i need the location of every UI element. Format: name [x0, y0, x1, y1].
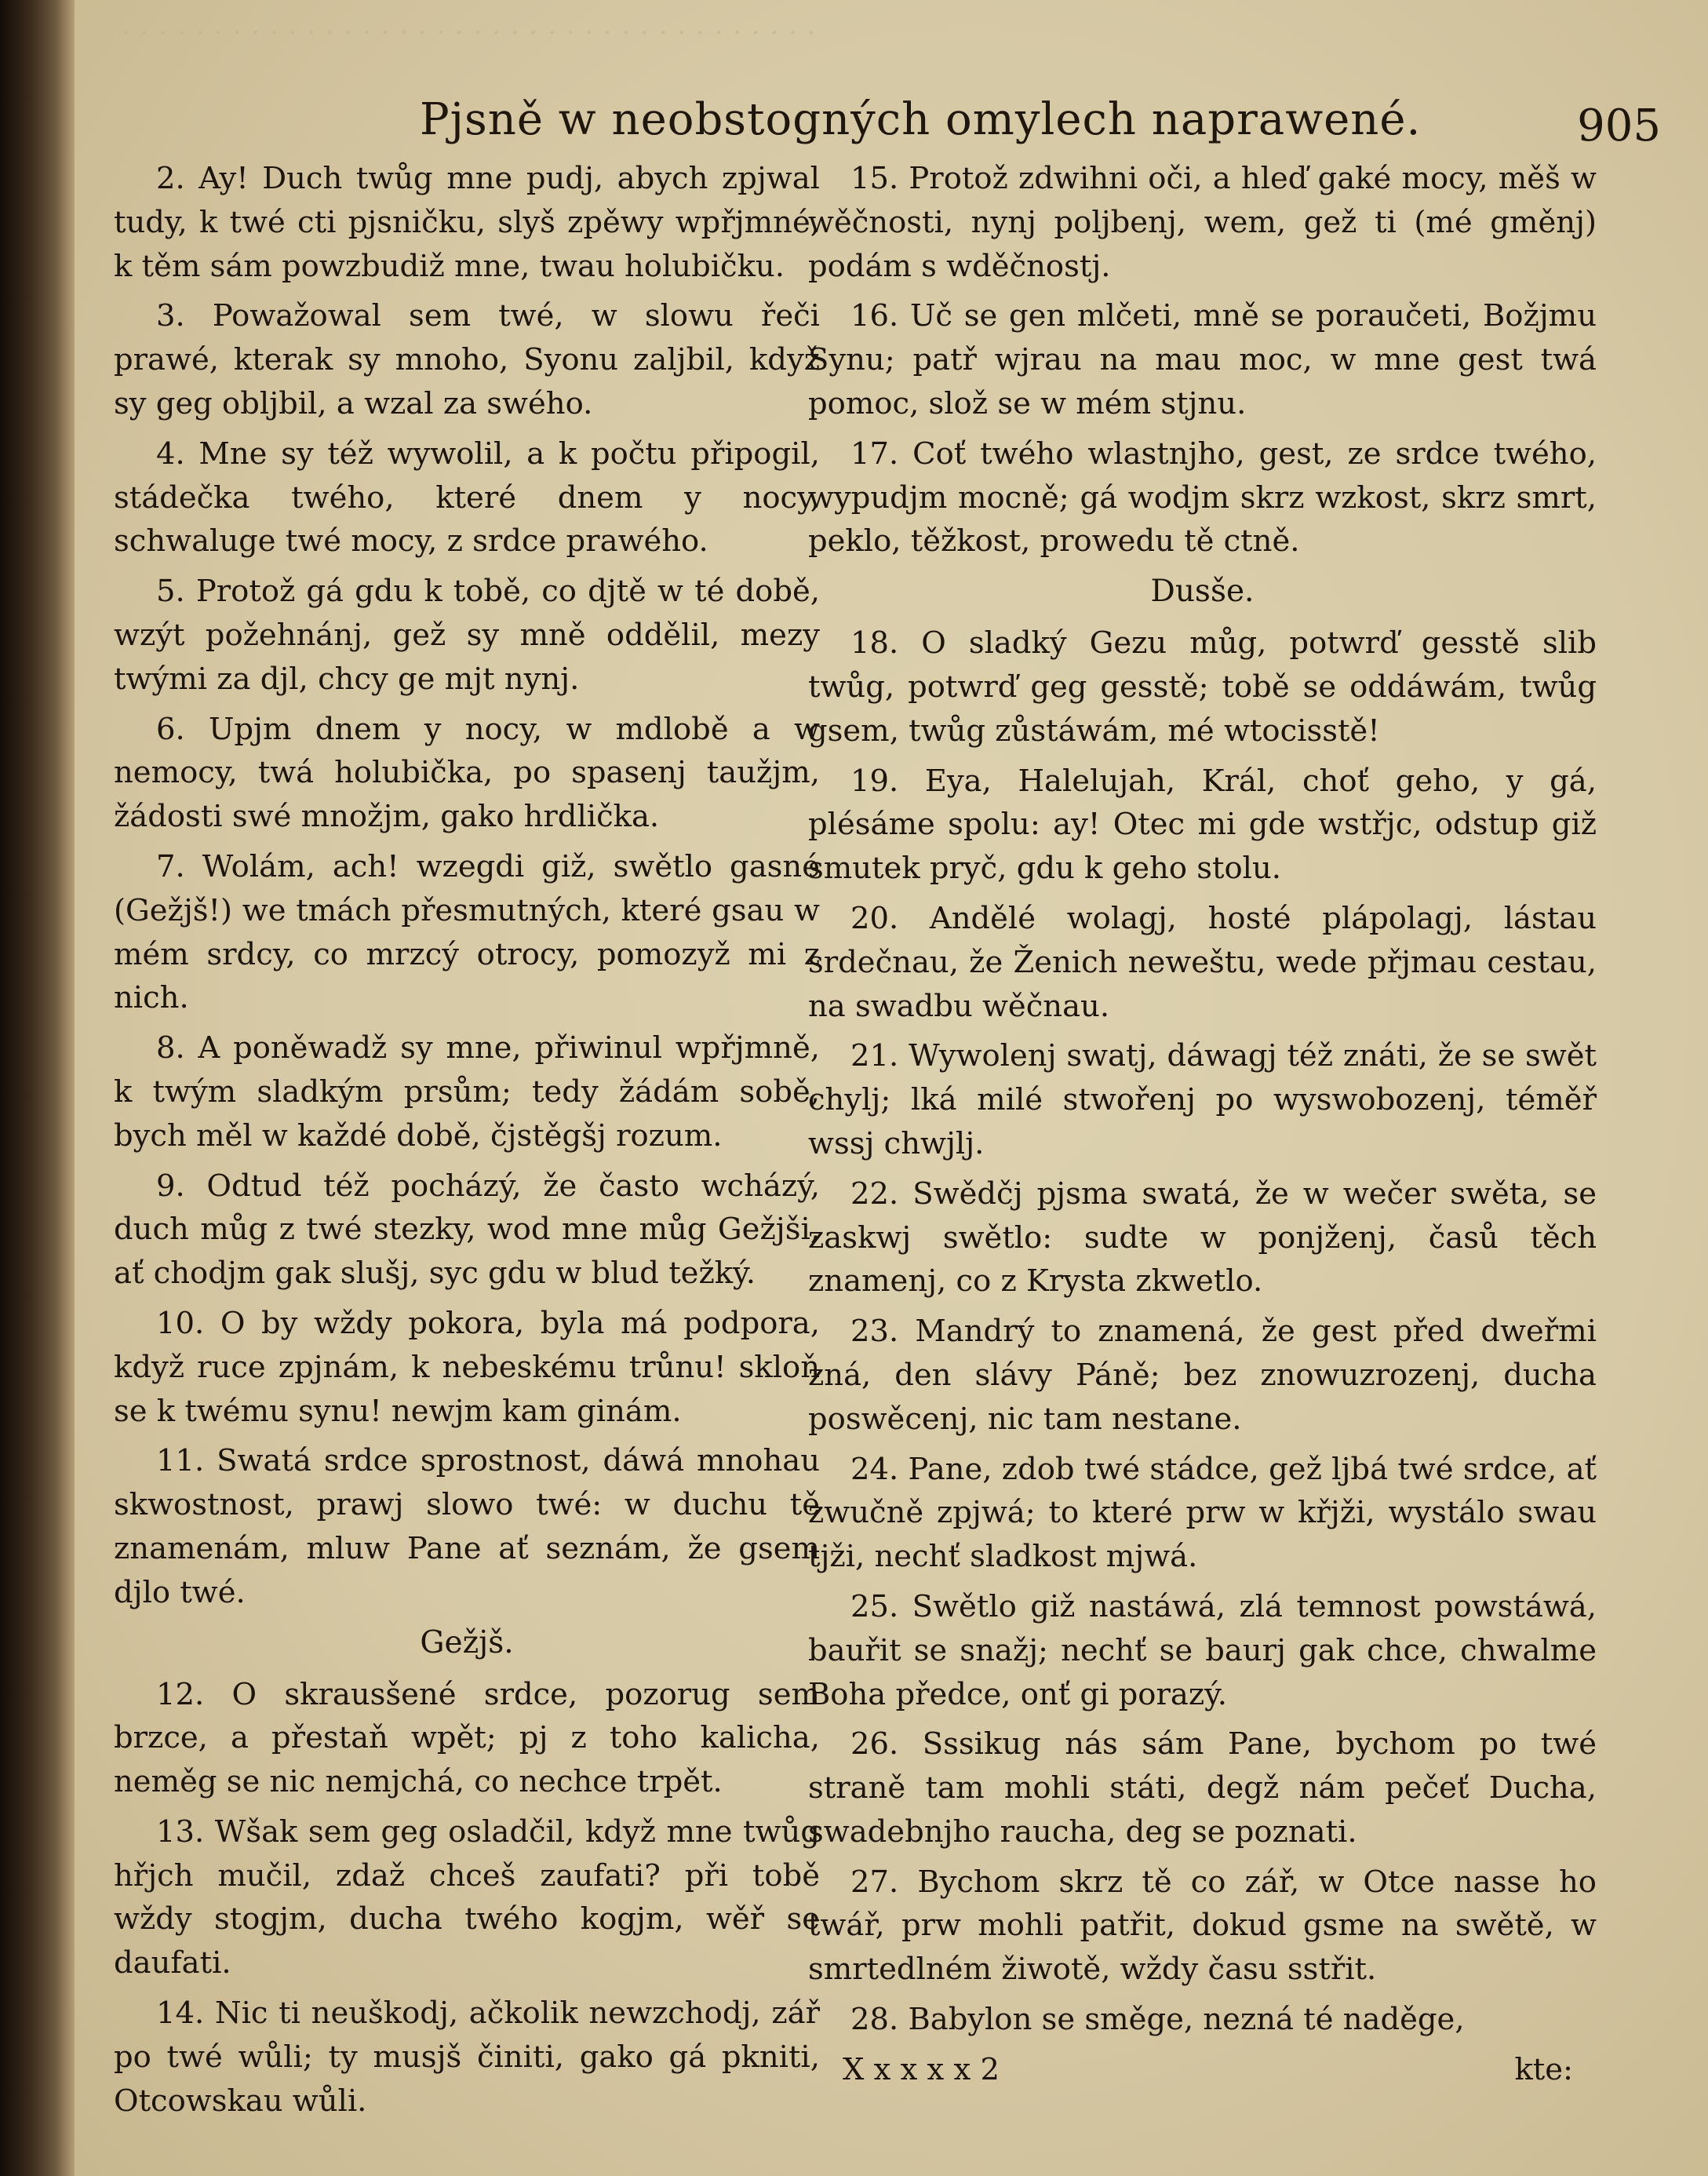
page-number: 905 [1577, 100, 1661, 151]
stanza: 8. A poněwadž sy mne, přiwinul wpřjmně, k twým sladkým prsům; tedy žádám sobě, bych měl w každé době, čjstěgšj rozum. [114, 1030, 820, 1154]
stanza: 17. Coť twého wlastnjho, gest, ze srdce twého, wypudjm mocně; gá wodjm skrz wzkost, skrz smrt, peklo, těžkost, prowedu tě ctně. [808, 436, 1597, 559]
stanza: 6. Upjm dnem y nocy, w mdlobě a w nemocy, twá holubička, po spasenj taužjm, žádosti swé množjm, gako hrdlička. [114, 711, 820, 835]
stanza: 7. Wolám, ach! wzegdi giž, swětlo gasné (Gežjš!) we tmách přesmutných, které gsau w mém srdcy, co mrzcý otrocy, pomozyž mi z nich. [114, 848, 820, 1016]
book-page [75, 0, 1708, 2176]
stanza: 24. Pane, zdob twé stádce, gež ljbá twé srdce, ať zwučně zpjwá; to které prw w křjži, wystálo swau tjži, nechť sladkost mjwá. [808, 1451, 1597, 1575]
bleed-through-text: · · · · · · · · · · · · · · · · · · · · · · · · · · · · · · · · · · · · · · [122, 17, 817, 49]
stanza: 4. Mne sy též wywolil, a k počtu připogil, stádečka twého, které dnem y nocy, schwaluge twé mocy, z srdce prawého. [114, 436, 820, 559]
stanza: 10. O by wždy pokora, byla má podpora, když ruce zpjnám, k nebeskému trůnu! skloň se k twému synu! newjm kam ginám. [114, 1305, 820, 1429]
stanza: 12. O skrausšené srdce, pozorug sem brzce, a přestaň wpět; pj z toho kalicha, neměg se nic nemjchá, co nechce trpět. [114, 1676, 820, 1800]
stanza: 16. Uč se gen mlčeti, mně se poraučeti, Božjmu Synu; patř wjrau na mau moc, w mne gest twá pomoc, slož se w mém stjnu. [808, 298, 1597, 421]
stanza: 14. Nic ti neuškodj, ačkolik newzchodj, zář po twé wůli; ty musjš činiti, gako gá pkniti, Otcowskau wůli. [114, 1996, 820, 2119]
book-binding-shadow [0, 0, 75, 2176]
stanza: 19. Eya, Halelujah, Král, choť geho, y gá, plésáme spolu: ay! Otec mi gde wstřjc, odstup giž smutek pryč, gdu k geho stolu. [808, 763, 1597, 887]
stanza: 15. Protož zdwihni oči, a hleď gaké mocy, měš w wěčnosti, nynj poljbenj, wem, gež ti (mé gměnj) podám s wděčnostj. [808, 161, 1597, 284]
stanza: 25. Swětlo giž nastáwá, zlá temnost powstáwá, bauřit se snažj; nechť se baurj gak chce, chwalme Boha předce, onť gi porazý. [808, 1588, 1597, 1712]
stanza: 27. Bychom skrz tě co zář, w Otce nasse ho twář, prw mohli patřit, dokud gsme na swětě, w smrtedlném žiwotě, wždy času sstřit. [808, 1864, 1597, 1988]
left-column [114, 157, 820, 2119]
stanza: 9. Odtud též pocházý, že často wcházý, duch můg z twé stezky, wod mne můg Gežjši, ať chodjm gak slušj, syc gdu w blud težký. [114, 1168, 820, 1292]
catchline [808, 2048, 1597, 2092]
stanza: 2. Ay! Duch twůg mne pudj, abych zpjwal tudy, k twé cti pjsničku, slyš zpěwy wpřjmné, k těm sám powzbudiž mne, twau holubičku. [114, 161, 820, 284]
section-heading-dusse: Dusše. [1150, 574, 1255, 610]
stanza: 5. Protož gá gdu k tobě, co djtě w té době, wzýt požehnánj, gež sy mně oddělil, mezy twými za djl, chcy ge mjt nynj. [114, 574, 820, 697]
stanza: 3. Powažowal sem twé, w slowu řeči prawé, kterak sy mnoho, Syonu zaljbil, když sy geg obljbil, a wzal za swého. [114, 298, 820, 421]
stanza: 11. Swatá srdce sprostnost, dáwá mnohau skwostnost, prawj slowo twé: w duchu tě znamenám, mluw Pane ať seznám, že gsem djlo twé. [114, 1443, 820, 1610]
stanza: 22. Swědčj pjsma swatá, že w wečer swěta, se zaskwj swětlo: sudte w ponjženj, časů těch znamenj, co z Krysta zkwetlo. [808, 1175, 1597, 1299]
stanza: 21. Wywolenj swatj, dáwagj též znáti, že se swět chylj; lká milé stwořenj po wyswobozenj, téměř wssj chwjlj. [808, 1038, 1597, 1161]
stanza-final-line: 28. Babylon se směge, nezná té naděge, [850, 2002, 1465, 2038]
stanza: 23. Mandrý to znamená, že gest před dweřmi zná, den slávy Páně; bez znowuzrozenj, ducha poswěcenj, nic tam nestane. [808, 1314, 1597, 1437]
stanza: 20. Andělé wolagj, hosté plápolagj, lástau srdečnau, že Ženich neweštu, wede přjmau cestau, na swadbu wěčnau. [808, 900, 1597, 1024]
running-head: Pjsně w neobstogných omylech naprawené. [420, 94, 1422, 145]
catchword: kte: [1514, 2051, 1573, 2087]
page-header [75, 86, 1708, 157]
signature-mark: X x x x x 2 [843, 2051, 1000, 2087]
section-heading-gezis: Gežjš. [420, 1624, 514, 1660]
stanza: 26. Sssikug nás sám Pane, bychom po twé straně tam mohli státi, degž nám pečeť Ducha, swadebnjho raucha, deg se poznati. [808, 1726, 1597, 1850]
stanza: 13. Wšak sem geg osladčil, když mne twůg hřjch mučil, zdaž chceš zaufati? při tobě wždy stogjm, ducha twého kogjm, wěř se daufati. [114, 1813, 820, 1981]
stanza: 18. O sladký Gezu můg, potwrď gesstě slib twůg, potwrď geg gesstě; tobě se oddáwám, twůg gsem, twůg zůstáwám, mé wtocisstě! [808, 625, 1597, 749]
right-column [808, 157, 1597, 2087]
